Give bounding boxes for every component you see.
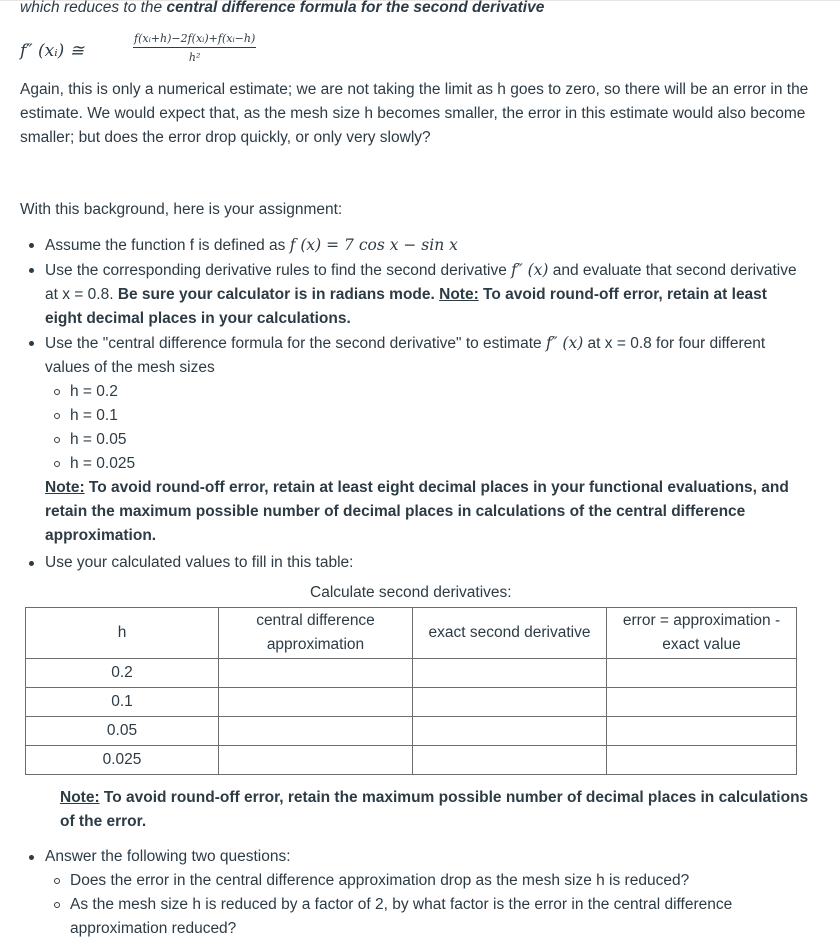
formula-denominator: h² (188, 51, 201, 64)
table-cell (413, 688, 607, 717)
bullet2-text-a: Use the corresponding derivative rules to find the second derivative (45, 262, 512, 279)
bullet2-text-b: and evaluate that second derivative at x = 0.8. (45, 262, 797, 303)
table-cell (219, 688, 413, 717)
note-label: Note: (60, 789, 100, 806)
bullet3-note-text: To avoid round-off error, retain at least eight decimal places in your functional evaluations, and retain the maximum possible number of decimal places in calculations of the central difference approximation. (45, 479, 789, 544)
table-cell (607, 659, 797, 688)
paragraph-background: With this background, here is your assignment: (20, 201, 343, 218)
formula-lhs: f″ (xᵢ) ≅ (20, 41, 84, 61)
table-cell (607, 746, 797, 775)
assignment-list-continued (0, 551, 800, 575)
bullet3-text-a: Use the "central difference formula for the second derivative" to estimate (45, 335, 546, 352)
results-table (25, 607, 797, 775)
note-label: Note: (45, 479, 85, 496)
bullet3-text-b: at x = 0.8 for four different values of the mesh sizes (45, 335, 766, 376)
questions-list (0, 845, 800, 941)
formula-fraction (133, 32, 256, 65)
table-cell-h: 0.025 (26, 746, 219, 775)
mesh-size-item: h = 0.1 (45, 404, 800, 428)
intro-line (20, 0, 544, 20)
table-cell-h: 0.2 (26, 659, 219, 688)
table-cell (219, 659, 413, 688)
list-item (0, 233, 800, 258)
assignment-list (0, 233, 800, 548)
list-item (0, 845, 800, 941)
header-central-difference: central difference approximation (219, 608, 413, 659)
bullet2-note: To avoid round-off error, retain at least eight decimal places in your calculations. (45, 286, 767, 327)
table-cell (413, 659, 607, 688)
table-header-row (26, 608, 797, 659)
table-caption: Calculate second derivatives: (310, 584, 512, 601)
questions-intro: Answer the following two questions: (45, 848, 291, 865)
note-label: Note: (439, 286, 479, 303)
paragraph-error: Again, this is only a numerical estimate; we are not taking the limit as h goes to zero, so there will be an error in the estimate. We would expect that, as the mesh size h becomes smaller, the error in this estimate would also become smaller; but does the error drop quickly, or only very slowly? (20, 81, 809, 146)
function-definition: f (x) = 7 cos x − sin x (289, 236, 458, 254)
table-row (26, 659, 797, 688)
error-note (60, 786, 810, 834)
mesh-size-item: h = 0.05 (45, 428, 800, 452)
radians-warning: Be sure your calculator is in radians mode. (117, 286, 440, 303)
header-exact-derivative: exact second derivative (413, 608, 607, 659)
error-note-text: To avoid round-off error, retain the maximum possible number of decimal places in calculations of the error. (60, 789, 809, 830)
table-cell (219, 717, 413, 746)
list-item: Use your calculated values to fill in this table: (0, 551, 800, 575)
list-item (0, 258, 800, 331)
second-derivative-symbol: f″ (x) (511, 261, 549, 279)
table-cell (219, 746, 413, 775)
table-cell (607, 717, 797, 746)
mesh-size-item: h = 0.025 (45, 452, 800, 476)
intro-prefix: which reduces to the (20, 0, 167, 16)
table-row (26, 746, 797, 775)
list-item (0, 331, 800, 548)
table-cell (413, 746, 607, 775)
question-item: As the mesh size h is reduced by a factor of 2, by what factor is the error in the central difference approximation reduced? (45, 893, 800, 941)
table-row (26, 717, 797, 746)
question-sublist (45, 869, 800, 941)
intro-bold-term: central difference formula for the second derivative (166, 0, 545, 16)
header-h: h (26, 608, 219, 659)
mesh-size-list (45, 380, 800, 476)
bullet3-note (45, 476, 800, 548)
question-item: Does the error in the central difference approximation drop as the mesh size h is reduced? (45, 869, 800, 893)
table-cell-h: 0.05 (26, 717, 219, 746)
second-derivative-symbol: f″ (x) (545, 334, 584, 352)
header-error: error = approximation - exact value (607, 608, 797, 659)
table-cell (413, 717, 607, 746)
table-cell-h: 0.1 (26, 688, 219, 717)
bullet1-text: Assume the function f is defined as (45, 237, 290, 254)
table-row (26, 688, 797, 717)
formula-numerator: f(xᵢ+h)−2f(xᵢ)+f(xᵢ−h) (133, 32, 256, 48)
table-cell (607, 688, 797, 717)
mesh-size-item: h = 0.2 (45, 380, 800, 404)
